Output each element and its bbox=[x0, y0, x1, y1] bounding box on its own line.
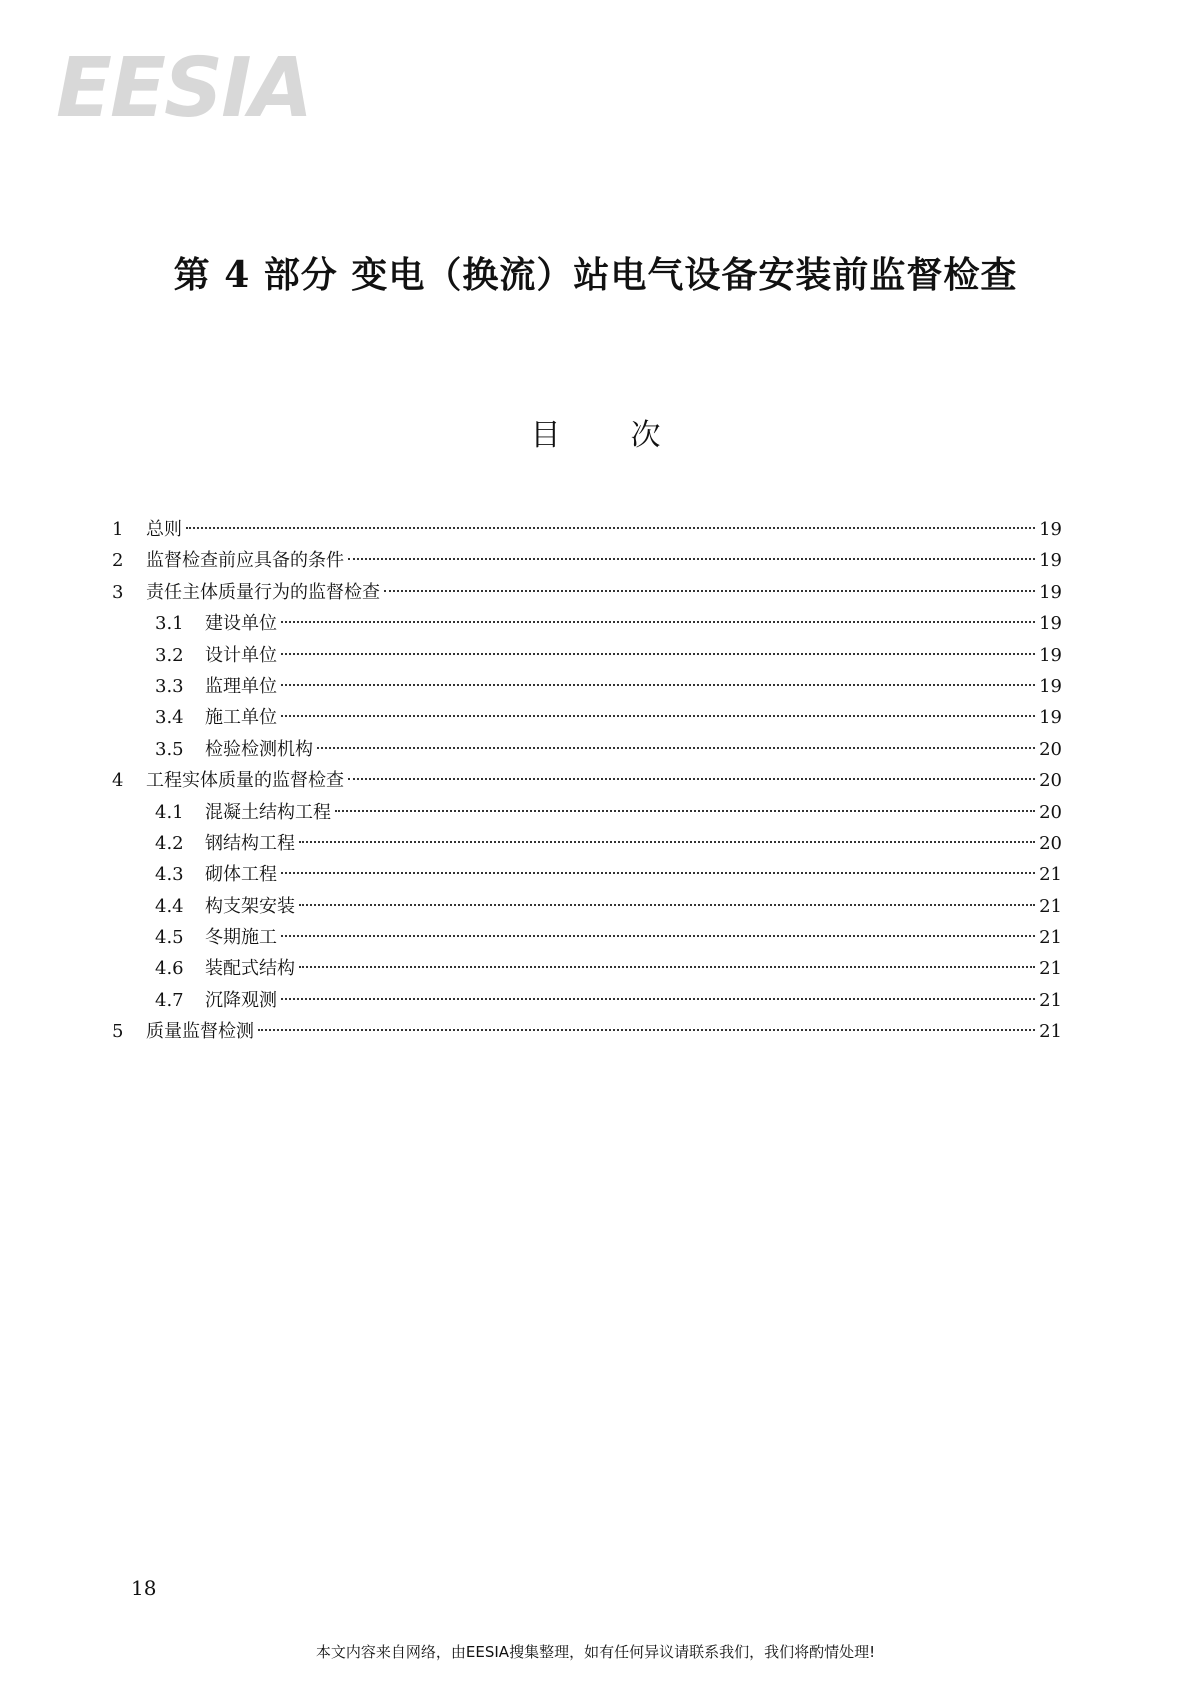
toc-entry-page: 19 bbox=[1039, 644, 1062, 666]
toc-entry-label: 钢结构工程 bbox=[205, 832, 295, 854]
toc-entry-number: 4.6 bbox=[155, 958, 184, 980]
toc-entry-label: 构支架安装 bbox=[205, 895, 295, 917]
toc-leader-dots bbox=[299, 966, 1035, 968]
toc-entry-label: 沉降观测 bbox=[205, 989, 277, 1011]
toc-entry-number: 4.7 bbox=[155, 989, 184, 1011]
toc-entry-number: 3.3 bbox=[155, 675, 184, 697]
toc-entry[interactable] bbox=[112, 702, 1062, 733]
toc-leader-dots bbox=[281, 621, 1035, 623]
toc-entry-label: 监理单位 bbox=[205, 675, 277, 697]
toc-entry-label: 监督检查前应具备的条件 bbox=[146, 550, 344, 572]
toc-entry-number: 4.4 bbox=[155, 895, 184, 917]
toc-entry[interactable] bbox=[112, 514, 1062, 545]
toc-entry-page: 19 bbox=[1039, 613, 1062, 635]
toc-entry[interactable] bbox=[112, 608, 1062, 639]
toc-entry-number: 4 bbox=[112, 770, 124, 792]
toc-entry-label: 混凝土结构工程 bbox=[205, 801, 331, 823]
toc-heading: 目次 bbox=[530, 418, 731, 453]
toc-entry-page: 21 bbox=[1039, 958, 1062, 980]
toc-entry-number: 4.3 bbox=[155, 864, 184, 886]
toc-leader-dots bbox=[281, 998, 1035, 1000]
toc-entry-page: 21 bbox=[1039, 927, 1062, 949]
toc-entry-label: 装配式结构 bbox=[205, 958, 295, 980]
footer-note: 本文内容来自网络，由EESIA搜集整理，如有任何异议请联系我们，我们将酌情处理! bbox=[315, 1643, 876, 1661]
toc-entry-number: 4.2 bbox=[155, 832, 184, 854]
toc-entry-page: 20 bbox=[1039, 832, 1062, 854]
toc-entry[interactable] bbox=[112, 765, 1062, 796]
toc-leader-dots bbox=[281, 872, 1035, 874]
toc-entry-label: 质量监督检测 bbox=[146, 1021, 254, 1043]
toc-entry[interactable] bbox=[112, 640, 1062, 671]
toc-entry-label: 设计单位 bbox=[205, 644, 277, 666]
toc-entry-number: 4.1 bbox=[155, 801, 184, 823]
toc-leader-dots bbox=[317, 747, 1035, 749]
toc-entry-label: 检验检测机构 bbox=[205, 738, 313, 760]
toc-entry-number: 3 bbox=[112, 581, 124, 603]
toc-entry[interactable] bbox=[112, 797, 1062, 828]
page-number: 18 bbox=[131, 1576, 157, 1600]
toc-entry[interactable] bbox=[112, 671, 1062, 702]
toc-entry-page: 21 bbox=[1039, 989, 1062, 1011]
toc-entry-label: 施工单位 bbox=[205, 707, 277, 729]
toc-leader-dots bbox=[281, 653, 1035, 655]
toc-entry[interactable] bbox=[112, 577, 1062, 608]
toc-entry-page: 19 bbox=[1039, 707, 1062, 729]
toc-entry-page: 21 bbox=[1039, 1021, 1062, 1043]
toc-entry-label: 冬期施工 bbox=[205, 927, 277, 949]
toc-entry-page: 21 bbox=[1039, 895, 1062, 917]
toc-entry-label: 砌体工程 bbox=[205, 864, 277, 886]
table-of-contents bbox=[112, 514, 1062, 1048]
toc-entry[interactable] bbox=[112, 734, 1062, 765]
toc-entry-page: 19 bbox=[1039, 519, 1062, 540]
toc-leader-dots bbox=[335, 810, 1035, 812]
toc-entry[interactable] bbox=[112, 1016, 1062, 1047]
toc-entry-label: 总则 bbox=[146, 519, 182, 540]
toc-entry-number: 3.4 bbox=[155, 707, 184, 729]
toc-leader-dots bbox=[281, 715, 1035, 717]
toc-entry-number: 5 bbox=[112, 1021, 124, 1043]
toc-entry-number: 3.2 bbox=[155, 644, 184, 666]
toc-entry[interactable] bbox=[112, 891, 1062, 922]
toc-leader-dots bbox=[348, 778, 1035, 780]
toc-leader-dots bbox=[258, 1029, 1035, 1031]
toc-entry-number: 4.5 bbox=[155, 927, 184, 949]
toc-entry-page: 20 bbox=[1039, 738, 1062, 760]
eesia-logo: EESIA bbox=[56, 41, 312, 136]
toc-leader-dots bbox=[299, 904, 1035, 906]
toc-entry-page: 21 bbox=[1039, 864, 1062, 886]
toc-entry-label: 责任主体质量行为的监督检查 bbox=[146, 581, 380, 603]
toc-entry-page: 19 bbox=[1039, 581, 1062, 603]
toc-entry[interactable] bbox=[112, 922, 1062, 953]
toc-leader-dots bbox=[281, 684, 1035, 686]
toc-entry-page: 19 bbox=[1039, 550, 1062, 572]
toc-leader-dots bbox=[299, 841, 1035, 843]
toc-leader-dots bbox=[281, 935, 1035, 937]
toc-leader-dots bbox=[384, 590, 1035, 592]
toc-entry-page: 20 bbox=[1039, 770, 1062, 792]
toc-entry-page: 19 bbox=[1039, 675, 1062, 697]
document-title: 第 4 部分 变电（换流）站电气设备安装前监督检查 bbox=[173, 254, 1018, 296]
toc-entry-number: 1 bbox=[112, 519, 124, 540]
toc-leader-dots bbox=[186, 527, 1035, 529]
toc-entry-label: 建设单位 bbox=[205, 613, 277, 635]
toc-entry[interactable] bbox=[112, 985, 1062, 1016]
toc-entry-number: 3.1 bbox=[155, 613, 184, 635]
toc-entry-number: 2 bbox=[112, 550, 124, 572]
toc-entry-label: 工程实体质量的监督检查 bbox=[146, 770, 344, 792]
toc-entry[interactable] bbox=[112, 953, 1062, 984]
toc-entry-page: 20 bbox=[1039, 801, 1062, 823]
toc-entry[interactable] bbox=[112, 545, 1062, 576]
toc-entry-number: 3.5 bbox=[155, 738, 184, 760]
toc-leader-dots bbox=[348, 558, 1035, 560]
toc-entry[interactable] bbox=[112, 859, 1062, 890]
toc-entry[interactable] bbox=[112, 828, 1062, 859]
